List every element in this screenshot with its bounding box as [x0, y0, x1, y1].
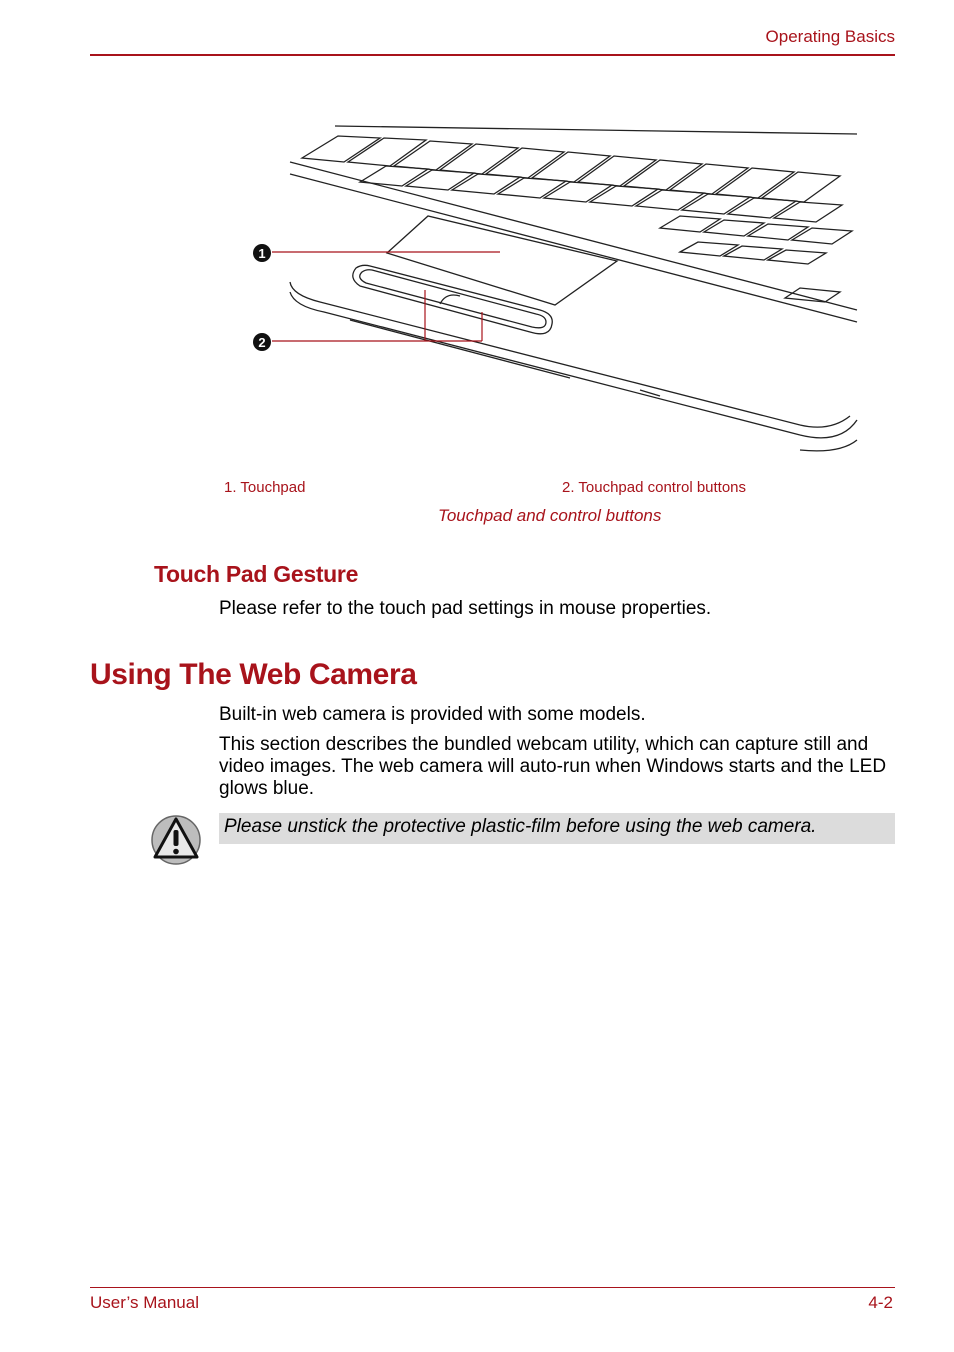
web-camera-paragraph-1: Built-in web camera is provided with some models.: [219, 704, 646, 725]
caution-note-text: Please unstick the protective plastic-film before using the web camera.: [224, 816, 817, 837]
figure-caption: Touchpad and control buttons: [438, 506, 662, 525]
touchpad-gesture-heading: Touch Pad Gesture: [154, 561, 359, 587]
keyboard-keys: [302, 136, 852, 302]
touchpad-buttons: [353, 265, 552, 333]
touchpad-gesture-body: Please refer to the touch pad settings in mouse properties.: [219, 598, 712, 619]
web-camera-paragraph-2: This section describes the bundled webcam utility, which can capture still and video images. The web camera will auto-run when Windows starts and the LED glows blue.: [219, 734, 887, 799]
caption-item-control-buttons: 2. Touchpad control buttons: [562, 479, 747, 496]
page-number: 4-2: [868, 1293, 893, 1312]
footer-manual-title: User’s Manual: [90, 1293, 199, 1312]
running-header: Operating Basics: [765, 27, 895, 46]
header-rule: [90, 54, 895, 56]
caution-note: [219, 813, 895, 844]
callout-2: 2: [258, 335, 266, 350]
web-camera-heading: Using The Web Camera: [90, 658, 417, 691]
caption-item-touchpad: 1. Touchpad: [224, 479, 306, 496]
footer-rule: [90, 1287, 895, 1288]
caution-triangle-icon: [150, 813, 202, 867]
touchpad-illustration: [240, 120, 860, 460]
callout-1: 1: [258, 246, 266, 261]
callout-markers: [253, 244, 271, 351]
